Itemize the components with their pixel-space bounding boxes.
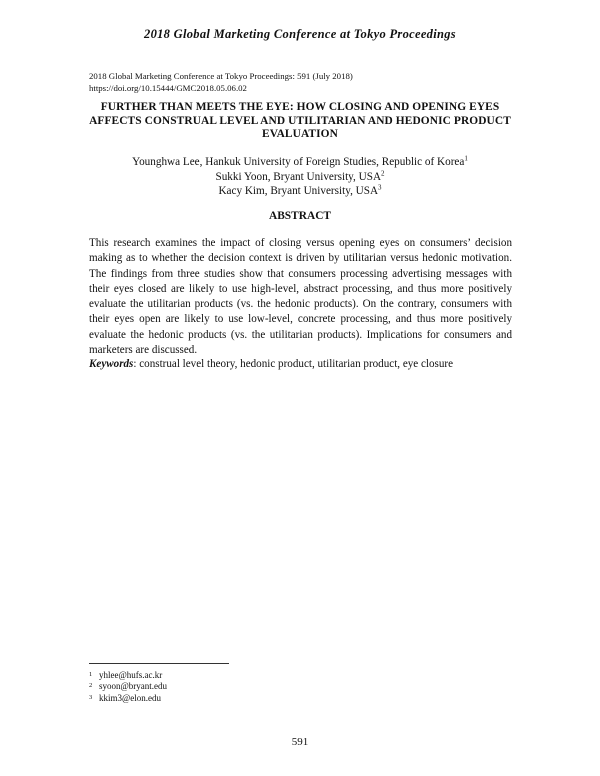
footnote-email[interactable]: syoon@bryant.edu <box>99 681 168 692</box>
doi-link[interactable]: https://doi.org/10.15444/GMC2018.05.06.02 <box>89 82 247 93</box>
keywords-line <box>89 357 512 372</box>
page-number: 591 <box>291 736 309 748</box>
author-line <box>80 184 520 199</box>
footnote-number: 2 <box>89 682 93 690</box>
keywords-text: : construal level theory, hedonic product, utilitarian product, eye closure <box>133 358 454 370</box>
author-line <box>80 155 520 170</box>
citation-block <box>89 71 353 94</box>
footnote-number: 3 <box>89 693 93 701</box>
author-line <box>80 170 520 185</box>
abstract-text: This research examines the impact of closing versus opening eyes on consumers’ decision making as to whether the decision context is driven by utilitarian versus hedonic motivation. The findings from three studies show that consumers processing advertising messages with their eyes closed are likely to use high-level, abstract processing, and thus more positively evaluate the utilitarian products (vs. the hedonic products). On the contrary, consumers with their eyes open are likely to use low-level, concrete processing, and thus more positively evaluate the hedonic products (vs. the utilitarian products). Implications for consumers and marketers are discussed. <box>89 237 512 357</box>
author-footnote-marker: 3 <box>378 183 382 192</box>
keywords-label: Keywords <box>89 358 134 370</box>
footnote <box>89 670 167 681</box>
author-name: Sukki Yoon, Bryant University, USA <box>215 170 382 183</box>
footnote-email[interactable]: yhlee@hufs.ac.kr <box>99 670 163 680</box>
author-list <box>80 155 520 199</box>
footnote-divider <box>89 663 229 664</box>
footnote-email[interactable]: kkim3@elon.edu <box>99 692 162 703</box>
author-footnote-marker: 1 <box>464 154 468 163</box>
abstract-heading: ABSTRACT <box>268 210 332 222</box>
paper-title: FURTHER THAN MEETS THE EYE: HOW CLOSING AND OPENING EYES AFFECTS CONSTRUAL LEVEL AND UTILITARIAN AND HEDONIC PRODUCT EVALUATION <box>89 101 511 140</box>
author-footnote-marker: 2 <box>381 168 385 177</box>
footnote <box>89 693 167 704</box>
author-name: Younghwa Lee, Hankuk University of Foreign Studies, Republic of Korea <box>132 156 465 168</box>
footnote <box>89 681 167 692</box>
citation-line: 2018 Global Marketing Conference at Tokyo Proceedings: 591 (July 2018) <box>89 71 353 81</box>
footnotes <box>89 670 167 704</box>
footnote-number: 1 <box>89 671 93 678</box>
author-name: Kacy Kim, Bryant University, USA <box>218 185 379 197</box>
running-head: 2018 Global Marketing Conference at Tokyo Proceedings <box>144 27 456 41</box>
